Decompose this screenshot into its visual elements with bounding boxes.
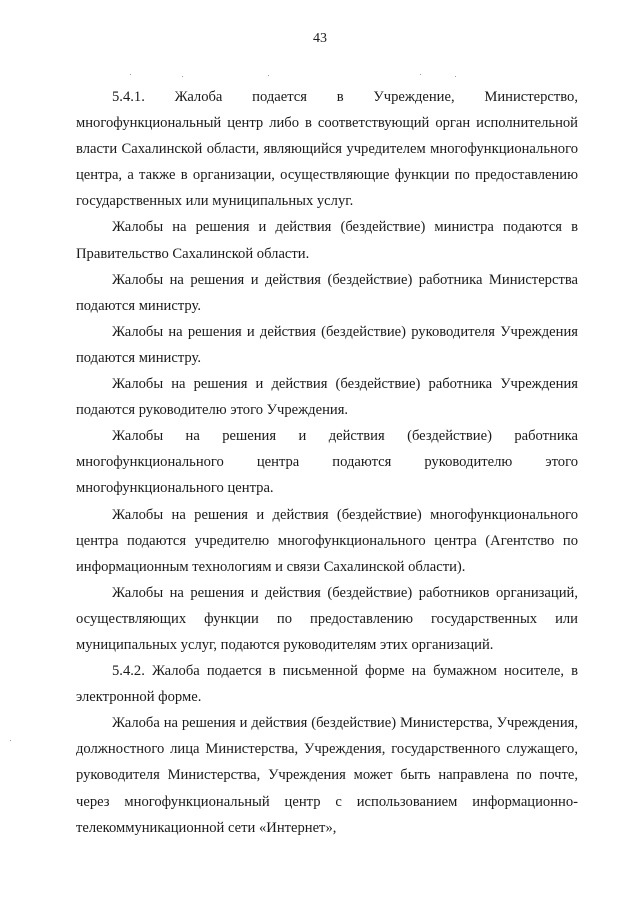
- paragraph-mfc-employee-complaints: Жалобы на решения и действия (бездействие) работника многофункционального центра подаются руководителю этого многофункционального центра.: [76, 428, 578, 497]
- scan-artifact: [420, 74, 421, 75]
- paragraph-institution-employee-complaints: Жалобы на решения и действия (бездействие) работника Учреждения подаются руководителю этого Учреждения.: [76, 376, 578, 419]
- paragraph-mfc-complaints: Жалобы на решения и действия (бездействие) многофункционального центра подаются учредителю многофункционального центра (Агентство по информационным технологиям и связи Сахалинской области).: [76, 506, 578, 575]
- paragraph-submission-channels: Жалоба на решения и действия (бездействие) Министерства, Учреждения, должностного лица Министерства, Учреждения, государственного служащего, руководителя Министерства, Учреждения может быть направлена по почте, через многофункциональный центр с использованием информационно-телекоммуникационной сети «Интернет»,: [76, 715, 578, 836]
- scan-artifact: [182, 76, 183, 77]
- paragraph-5-4-1: 5.4.1. Жалоба подается в Учреждение, Министерство, многофункциональный центр либо в соответствующий орган исполнительной власти Сахалинской области, являющийся учредителем многофункционального центра, а также в организации, осуществляющие функции по предоставлению государственных или муниципальных услуг.: [76, 89, 578, 210]
- scan-artifact: [10, 740, 11, 741]
- paragraph-institution-head-complaints: Жалобы на решения и действия (бездействие) руководителя Учреждения подаются министру.: [76, 323, 578, 366]
- paragraph-minister-complaints: Жалобы на решения и действия (бездействие) министра подаются в Правительство Сахалинской области.: [76, 219, 578, 262]
- page-number: 43: [313, 31, 327, 46]
- document-body: [76, 84, 578, 841]
- paragraph-5-4-2: 5.4.2. Жалоба подается в письменной форме на бумажном носителе, в электронной форме.: [76, 663, 578, 706]
- paragraph-ministry-employee-complaints: Жалобы на решения и действия (бездействие) работника Министерства подаются министру.: [76, 271, 578, 314]
- scan-artifact: [268, 75, 269, 76]
- paragraph-organization-employee-complaints: Жалобы на решения и действия (бездействие) работников организаций, осуществляющих функции по предоставлению государственных или муниципальных услуг, подаются руководителям этих организаций.: [76, 584, 578, 653]
- scan-artifact: [130, 74, 131, 75]
- scan-artifact: [455, 76, 456, 77]
